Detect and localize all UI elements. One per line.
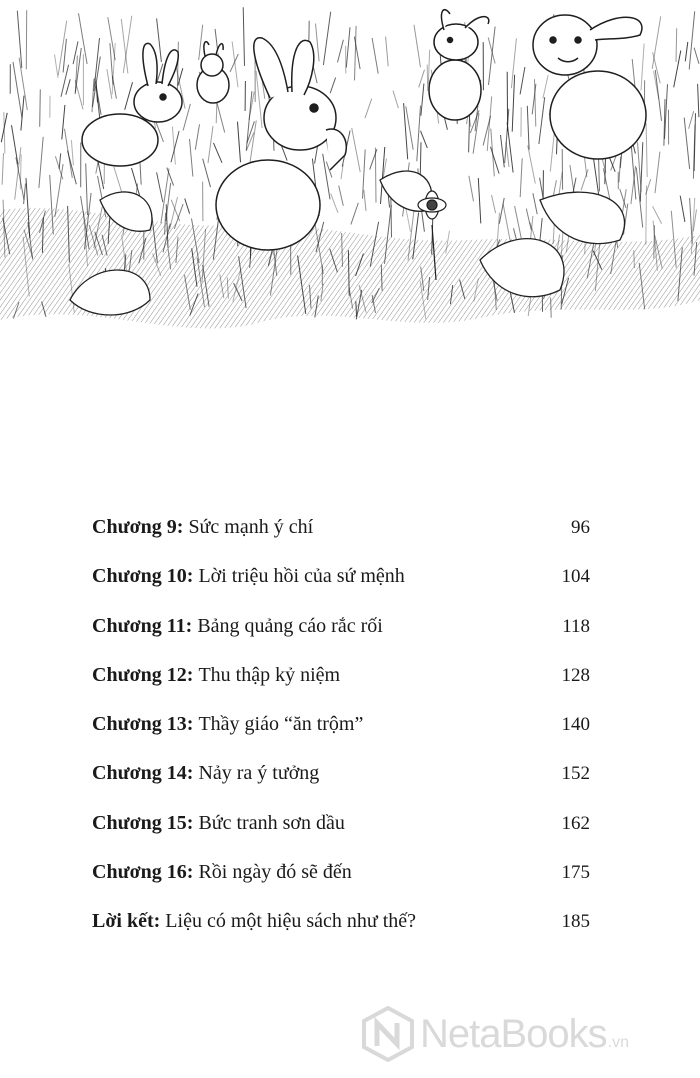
toc-chapter-title: Thầy giáo “ăn trộm” bbox=[198, 713, 364, 736]
toc-chapter-title: Liệu có một hiệu sách như thế? bbox=[165, 910, 417, 933]
toc-chapter-title: Lời triệu hồi của sứ mệnh bbox=[198, 565, 405, 588]
toc-entry bbox=[92, 516, 590, 565]
toc-chapter-label: Chương 15: bbox=[92, 811, 194, 834]
toc-chapter-label: Lời kết: bbox=[92, 910, 161, 933]
rabbit-mid-right bbox=[429, 10, 489, 120]
netabooks-watermark bbox=[362, 1006, 629, 1062]
toc-chapter-label: Chương 10: bbox=[92, 565, 194, 588]
rabbit-right bbox=[533, 15, 646, 159]
toc-chapter-label: Chương 14: bbox=[92, 762, 194, 785]
rabbit-meadow-illustration bbox=[0, 0, 700, 340]
toc-page-number: 140 bbox=[561, 714, 590, 736]
toc-entry bbox=[92, 615, 590, 664]
toc-entry bbox=[92, 565, 590, 614]
toc-page-number: 96 bbox=[571, 517, 590, 538]
toc-chapter-title: Sức mạnh ý chí bbox=[188, 516, 314, 538]
toc-page-number: 162 bbox=[561, 812, 590, 834]
toc-chapter-title: Bức tranh sơn dầu bbox=[198, 811, 345, 834]
toc-page-number: 175 bbox=[561, 862, 590, 884]
toc-page-number: 104 bbox=[561, 566, 590, 588]
toc-entry bbox=[92, 812, 590, 861]
toc-page-number: 185 bbox=[561, 911, 590, 933]
toc-entry bbox=[92, 861, 590, 910]
toc-entry bbox=[92, 713, 590, 762]
toc-page-number: 152 bbox=[561, 763, 590, 785]
toc-chapter-title: Rồi ngày đó sẽ đến bbox=[198, 861, 352, 884]
toc-chapter-label: Chương 13: bbox=[92, 713, 194, 736]
table-of-contents bbox=[92, 516, 590, 960]
toc-chapter-title: Bảng quảng cáo rắc rối bbox=[197, 614, 383, 637]
toc-chapter-label: Chương 12: bbox=[92, 663, 194, 686]
leaf-shape bbox=[540, 192, 625, 243]
toc-chapter-label: Chương 16: bbox=[92, 861, 194, 884]
toc-entry bbox=[92, 910, 590, 959]
toc-chapter-label: Chương 9: bbox=[92, 516, 184, 538]
toc-entry bbox=[92, 664, 590, 713]
toc-entry bbox=[92, 762, 590, 811]
toc-chapter-title: Nảy ra ý tưởng bbox=[198, 762, 320, 785]
toc-page-number: 118 bbox=[562, 615, 590, 637]
rabbit-small bbox=[197, 42, 229, 103]
toc-chapter-label: Chương 11: bbox=[92, 614, 193, 637]
netabooks-logo-icon bbox=[362, 1006, 414, 1062]
toc-chapter-title: Thu thập kỷ niệm bbox=[198, 663, 341, 686]
watermark-suffix: .vn bbox=[607, 1034, 630, 1051]
toc-page-number: 128 bbox=[561, 664, 590, 686]
watermark-brand: NetaBooks bbox=[420, 1011, 607, 1056]
